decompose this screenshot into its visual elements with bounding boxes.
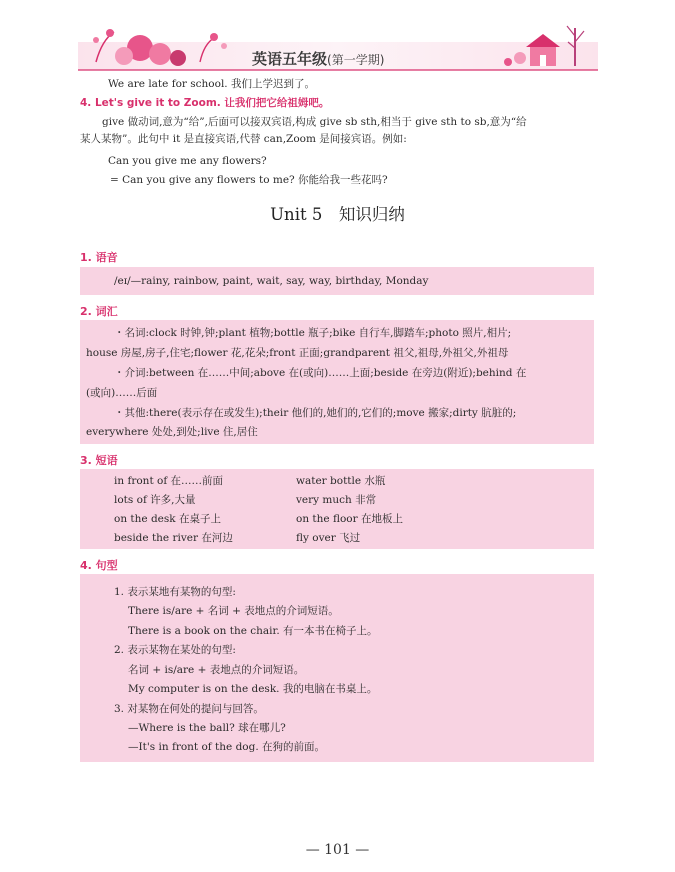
book-subtitle: (第一学期) [327, 53, 385, 67]
sentence-line: 1. 表示某地有某物的句型: [114, 586, 236, 598]
vocab-line: everywhere 处处,到处;live 住,居住 [86, 426, 258, 438]
phrase-right: very much 非常 [296, 494, 377, 506]
header-title [252, 48, 384, 69]
phrases-box [80, 469, 594, 549]
sentence-line: My computer is on the desk. 我的电脑在书桌上。 [128, 683, 378, 695]
vocab-line: house 房屋,房子,住宅;flower 花,花朵;front 正面;grandparent 祖父,祖母,外祖父,外祖母 [86, 347, 509, 359]
vocab-line: ・介词:between 在……中间;above 在(或向)……上面;beside 在旁边(附近);behind 在 [114, 367, 527, 379]
phrase-left: on the desk 在桌子上 [114, 513, 221, 525]
page-header [0, 0, 675, 78]
point4-title: 4. Let's give it to Zoom. 让我们把它给祖姆吧。 [80, 97, 330, 109]
example-question-1: Can you give me any flowers? [108, 155, 267, 167]
sentence-line: 2. 表示某物在某处的句型: [114, 644, 236, 656]
section-phonetics-label: 1. 语音 [80, 251, 118, 264]
point4-paragraph-line2: 某人某物”。此句中 it 是直接宾语,代替 can,Zoom 是间接宾语。例如: [80, 133, 407, 145]
phonetics-line: /eɪ/—rainy, rainbow, paint, wait, say, way, birthday, Monday [114, 275, 429, 287]
sentences-box [80, 574, 594, 762]
phonetics-box [80, 267, 594, 295]
point4-paragraph-line1: give 做动词,意为“给”,后面可以接双宾语,构成 give sb sth,相当于 give sth to sb,意为“给 [102, 116, 527, 128]
vocab-line: ・其他:there(表示存在或发生);their 他们的,她们的,它们的;move 搬家;dirty 肮脏的; [114, 407, 517, 419]
book-title: 英语五年级 [252, 50, 328, 68]
vocab-line: (或向)……后面 [86, 387, 158, 399]
example-question-2: = Can you give any flowers to me? 你能给我一些花吗? [110, 174, 388, 186]
sentence-line: —It's in front of the dog. 在狗的前面。 [128, 741, 326, 753]
sentence-line: There is a book on the chair. 有一本书在椅子上。 [128, 625, 378, 637]
vocabulary-box [80, 320, 594, 444]
phrase-left: beside the river 在河边 [114, 532, 233, 544]
phrase-right: water bottle 水瓶 [296, 475, 386, 487]
phrase-left: lots of 许多,大量 [114, 494, 196, 506]
phrase-left: in front of 在……前面 [114, 475, 224, 487]
example-late-sentence: We are late for school. 我们上学迟到了。 [108, 78, 315, 90]
vocab-line: ・名词:clock 时钟,钟;plant 植物;bottle 瓶子;bike 自行车,脚踏车;photo 照片,相片; [114, 327, 512, 339]
sentence-line: —Where is the ball? 球在哪儿? [128, 722, 286, 734]
section-phrases-label: 3. 短语 [80, 454, 118, 467]
unit-title: Unit 5 知识归纳 [270, 205, 405, 224]
page-number: — 101 — [305, 842, 370, 858]
section-vocabulary-label: 2. 词汇 [80, 305, 118, 318]
sentence-line: There is/are + 名词 + 表地点的介词短语。 [128, 605, 339, 617]
section-sentences-label: 4. 句型 [80, 559, 118, 572]
phrase-right: fly over 飞过 [296, 532, 361, 544]
phrase-right: on the floor 在地板上 [296, 513, 403, 525]
sentence-line: 名词 + is/are + 表地点的介词短语。 [128, 664, 305, 676]
sentence-line: 3. 对某物在何处的提问与回答。 [114, 703, 264, 715]
